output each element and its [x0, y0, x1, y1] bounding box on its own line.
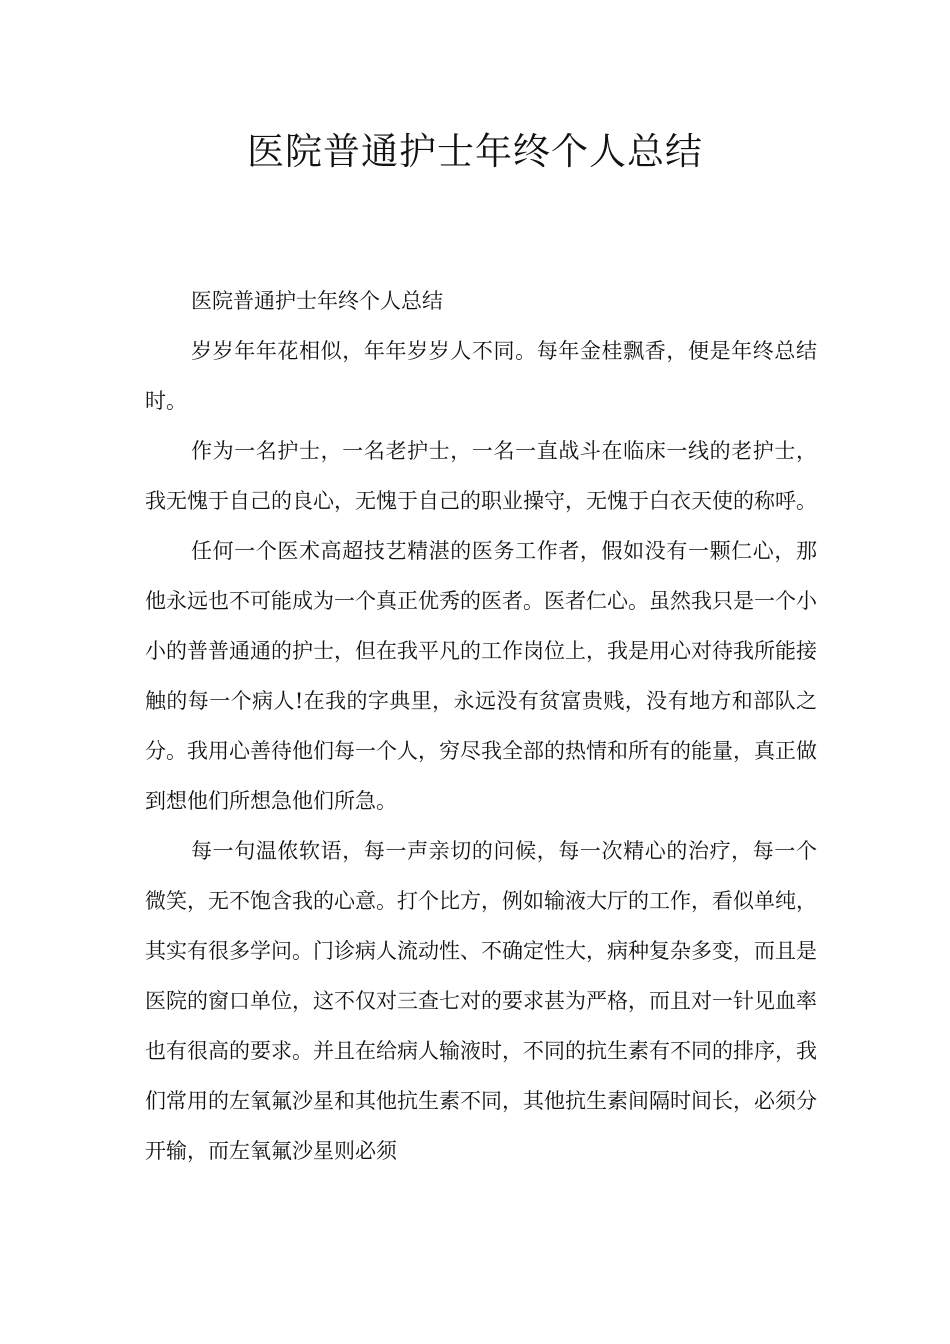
- document-body: [145, 276, 817, 1176]
- paragraph: 作为一名护士，一名老护士，一名一直战斗在临床一线的老护士，我无愧于自己的良心，无愧于自己的职业操守，无愧于白衣天使的称呼。: [145, 439, 817, 513]
- page-title: 医院普通护士年终个人总结: [247, 130, 703, 173]
- paragraph: 任何一个医术高超技艺精湛的医务工作者，假如没有一颗仁心，那他永远也不可能成为一个真正优秀的医者。医者仁心。虽然我只是一个小小的普普通通的护士，但在我平凡的工作岗位上，我是用心对待我所能接触的每一个病人!在我的字典里，永远没有贫富贵贱，没有地方和部队之分。我用心善待他们每一个人，穷尽我全部的热情和所有的能量，真正做到想他们所想急他们所急。: [145, 539, 817, 813]
- paragraph-heading: 医院普通护士年终个人总结: [191, 289, 443, 313]
- paragraph: 每一句温侬软语，每一声亲切的问候，每一次精心的治疗，每一个微笑，无不饱含我的心意。打个比方，例如输液大厅的工作，看似单纯，其实有很多学问。门诊病人流动性、不确定性大，病种复杂多变，而且是医院的窗口单位，这不仅对三查七对的要求甚为严格，而且对一针见血率也有很高的要求。并且在给病人输液时，不同的抗生素有不同的排序，我们常用的左氧氟沙星和其他抗生素不同，其他抗生素间隔时间长，必须分开输，而左氧氟沙星则必须: [145, 839, 817, 1163]
- paragraph: 岁岁年年花相似，年年岁岁人不同。每年金桂飘香，便是年终总结时。: [145, 339, 817, 413]
